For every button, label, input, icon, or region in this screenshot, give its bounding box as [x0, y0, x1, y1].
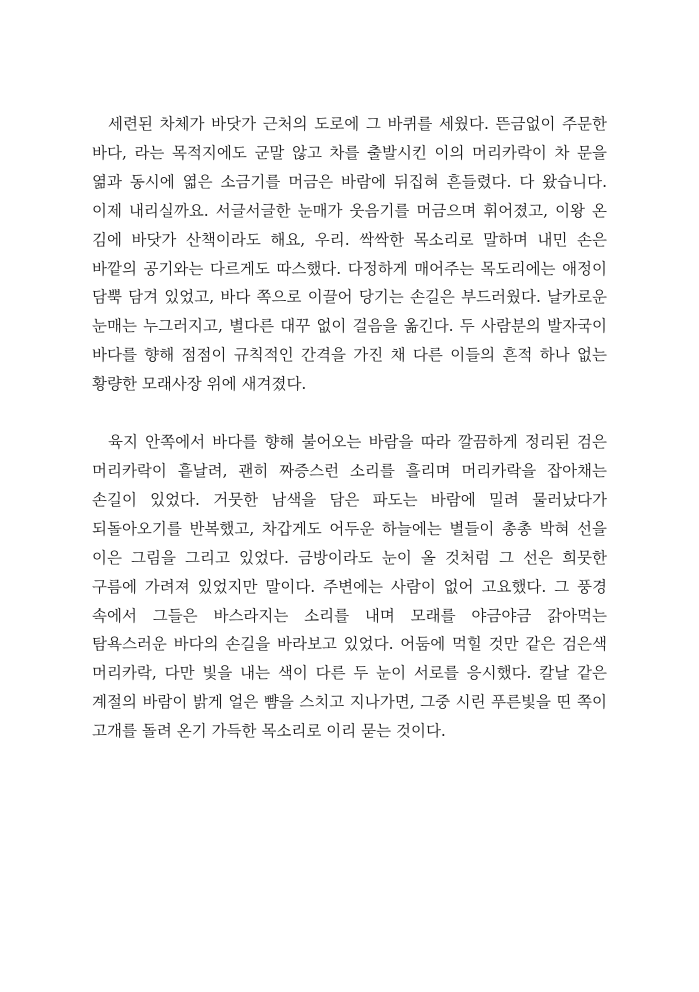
paragraph-1: 세련된 차체가 바닷가 근처의 도로에 그 바퀴를 세웠다. 뜬금없이 주문한 바다, 라는 목적지에도 군말 않고 차를 출발시킨 이의 머리카락이 차 문을 엶과 동시에 엷은 소금기를 머금은 바람에 뒤집혀 흔들렸다. 다 왔습니다. 이제 내리실까요. 서글서글한 눈매가 웃음기를 머금으며 휘어졌고, 이왕 온 김에 바닷가 산책이라도 해요, 우리. 싹싹한 목소리로 말하며 내민 손은 바깥의 공기와는 다르게도 따스했다. 다정하게 매어주는 목도리에는 애정이 담뿍 담겨 있었고, 바다 쪽으로 이끌어 당기는 손길은 부드러웠다. 날카로운 눈매는 누그러지고, 별다른 대꾸 없이 걸음을 옮긴다. 두 사람분의 발자국이 바다를 향해 점점이 규칙적인 간격을 가진 채 다른 이들의 흔적 하나 없는 황량한 모래사장 위에 새겨졌다. [92, 115, 607, 394]
document-body [92, 110, 607, 746]
paragraph-2: 육지 안쪽에서 바다를 향해 불어오는 바람을 따라 깔끔하게 정리된 검은 머리카락이 흩날려, 괜히 짜증스런 소리를 흘리며 머리카락을 잡아채는 손길이 있었다. 거뭇한 남색을 담은 파도는 바람에 밀려 물러났다가 되돌아오기를 반복했고, 차갑게도 어두운 하늘에는 별들이 총총 박혀 선을 이은 그림을 그리고 있었다. 금방이라도 눈이 올 것처럼 그 선은 희뭇한 구름에 가려져 있었지만 말이다. 주변에는 사람이 없어 고요했다. 그 풍경 속에서 그들은 바스라지는 소리를 내며 모래를 야금야금 갉아먹는 탐욕스러운 바다의 손길을 바라보고 있었다. 어둠에 먹힐 것만 같은 검은색 머리카락, 다만 빛을 내는 색이 다른 두 눈이 서로를 응시했다. 칼날 같은 계절의 바람이 밝게 얼은 뺨을 스치고 지나가면, 그중 시린 푸른빛을 띤 쪽이 고개를 돌려 온기 가득한 목소리로 이리 묻는 것이다. [92, 433, 607, 741]
paragraph-gap [92, 399, 607, 428]
